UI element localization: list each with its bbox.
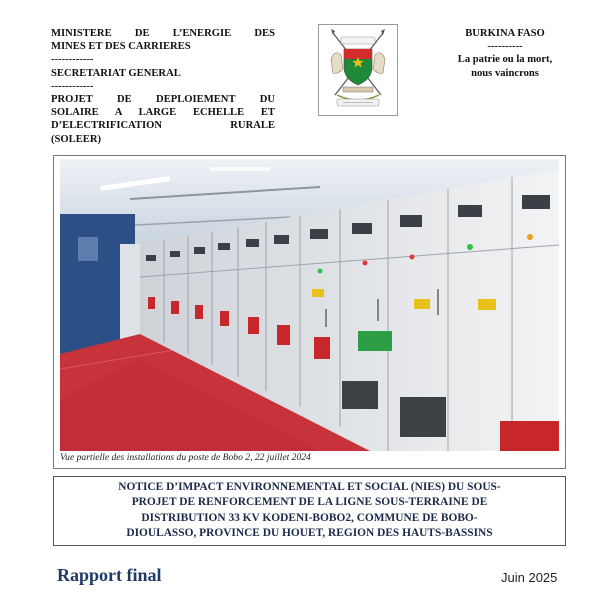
project-line: PROJET DE DEPLOIEMENT DU: [51, 94, 275, 106]
switchgear-illustration: [60, 159, 559, 451]
secretariat-label: SECRETARIAT GENERAL: [51, 67, 181, 79]
project-line: D’ELECTRIFICATION RURALE: [51, 120, 275, 132]
motto-line: nous vaincrons: [471, 67, 539, 79]
separator: ------------: [51, 80, 94, 92]
photo-frame: [53, 155, 566, 469]
project-line: SOLAIRE A LARGE ECHELLE ET: [51, 107, 275, 119]
ministry-header: [51, 27, 275, 146]
country-header: [440, 27, 570, 80]
ministry-line: MINES ET DES CARRIERES: [51, 41, 191, 53]
photo-caption: Vue partielle des installations du poste de Bobo 2, 22 juillet 2024: [60, 452, 311, 463]
report-date: Juin 2025: [501, 570, 558, 585]
project-acronym: (SOLEER): [51, 133, 102, 145]
title-line: NOTICE D’IMPACT ENVIRONNEMENTAL ET SOCIAL (NIES) DU SOUS-: [118, 481, 501, 493]
coat-of-arms-icon: [319, 25, 397, 115]
substation-photo: [60, 159, 559, 451]
title-line: PROJET DE RENFORCEMENT DE LA LIGNE SOUS-TERRAINE DE: [131, 496, 488, 509]
report-label: Rapport final: [57, 565, 162, 585]
motto-line: La patrie ou la mort,: [457, 54, 553, 66]
title-line: DISTRIBUTION 33 KV KODENI-BOBO2, COMMUNE DE BOBO-: [141, 511, 478, 524]
emblem-frame: [318, 24, 398, 116]
ministry-line: MINISTERE DE L’ENERGIE DES: [51, 28, 275, 39]
country-name: BURKINA FASO: [465, 28, 545, 39]
document-title: [53, 476, 566, 546]
separator: ----------: [487, 41, 523, 53]
separator: ------------: [51, 54, 94, 66]
title-line: DIOULASSO, PROVINCE DU HOUET, REGION DES HAUTS-BASSINS: [126, 527, 493, 540]
